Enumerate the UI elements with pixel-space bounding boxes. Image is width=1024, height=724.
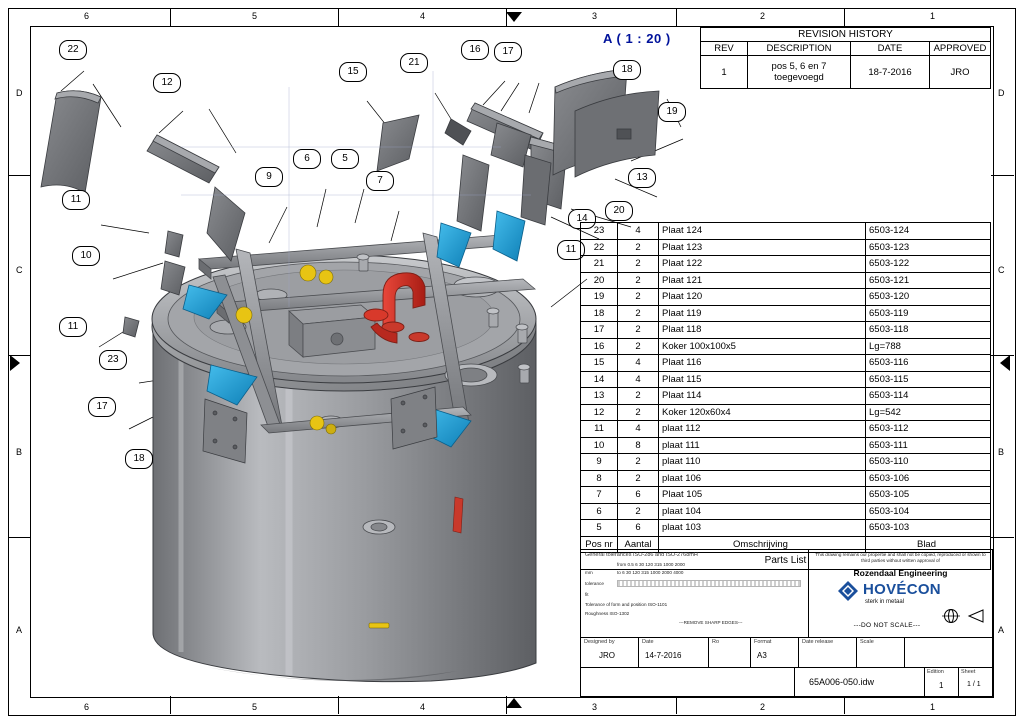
tolerance-unit: mm xyxy=(585,570,593,575)
zone-top-5: 5 xyxy=(252,11,258,21)
format-label: Format xyxy=(754,639,772,645)
part-qty: 2 xyxy=(618,470,659,487)
zone-tick xyxy=(991,537,1014,538)
zone-tick xyxy=(8,175,31,176)
zone-tick xyxy=(844,8,845,27)
engineering-company-name: Rozendaal Engineering xyxy=(853,568,948,578)
part-qty: 4 xyxy=(618,355,659,372)
part-qty: 6 xyxy=(618,520,659,537)
balloon-11-a[interactable]: 11 xyxy=(62,190,90,210)
part-pos: 18 xyxy=(581,305,618,322)
part-blad: 6503-112 xyxy=(866,421,991,438)
part-desc: Koker 100x100x5 xyxy=(659,338,866,355)
part-blad: 6503-105 xyxy=(866,487,991,504)
part-desc: Plaat 105 xyxy=(659,487,866,504)
table-row xyxy=(581,355,991,372)
copyright-note: This drawing remains our propertie and shall not be copied, reproduced or shown to third parties without written approval of xyxy=(815,552,986,564)
table-row xyxy=(581,470,991,487)
part-qty: 2 xyxy=(618,454,659,471)
title-block xyxy=(580,549,993,697)
parts-header-qty: Aantal xyxy=(618,536,659,553)
fit-label: fit xyxy=(585,592,589,597)
part-blad: 6503-124 xyxy=(866,223,991,240)
zone-right-B: B xyxy=(998,447,1005,457)
part-pos: 5 xyxy=(581,520,618,537)
date-release-label: Date release xyxy=(802,639,834,645)
zone-tick xyxy=(991,175,1014,176)
table-row xyxy=(581,322,991,339)
zone-tick xyxy=(170,8,171,27)
balloon-17-b[interactable]: 17 xyxy=(88,397,116,417)
zone-top-4: 4 xyxy=(420,11,426,21)
tolerance-label: tolerance xyxy=(585,581,604,586)
part-qty: 4 xyxy=(618,371,659,388)
revision-title-row xyxy=(701,28,991,42)
sheet-label: Sheet xyxy=(961,669,976,675)
date-cell xyxy=(639,638,709,668)
company-logo xyxy=(837,580,859,604)
revision-header-description: DESCRIPTION xyxy=(748,42,851,56)
zone-tick xyxy=(676,696,677,714)
part-pos: 10 xyxy=(581,437,618,454)
balloon-15[interactable]: 15 xyxy=(339,62,367,82)
part-blad: 6503-103 xyxy=(866,520,991,537)
zone-right-A: A xyxy=(998,625,1005,635)
designed-by-value: JRO xyxy=(599,651,615,660)
part-pos: 14 xyxy=(581,371,618,388)
part-desc: Koker 120x60x4 xyxy=(659,404,866,421)
parts-header-desc: Omschrijving xyxy=(659,536,866,553)
table-row xyxy=(581,421,991,438)
part-blad: 6503-122 xyxy=(866,256,991,273)
balloon-10[interactable]: 10 xyxy=(72,246,100,266)
revision-header-rev: REV xyxy=(701,42,748,56)
part-qty: 4 xyxy=(618,223,659,240)
part-blad: 6503-121 xyxy=(866,272,991,289)
part-desc: Plaat 116 xyxy=(659,355,866,372)
zone-left-B: B xyxy=(16,447,23,457)
revision-approved: JRO xyxy=(930,56,991,89)
part-blad: Lg=788 xyxy=(866,338,991,355)
table-row xyxy=(581,503,991,520)
logo-wordmark: HOVÉCON xyxy=(863,581,941,598)
part-qty: 2 xyxy=(618,239,659,256)
part-desc: Plaat 114 xyxy=(659,388,866,405)
ro-label: Ro xyxy=(712,639,720,645)
table-row xyxy=(581,437,991,454)
revision-row xyxy=(701,56,991,89)
part-pos: 9 xyxy=(581,454,618,471)
balloon-16[interactable]: 16 xyxy=(461,40,489,60)
part-pos: 13 xyxy=(581,388,618,405)
part-blad: Lg=542 xyxy=(866,404,991,421)
part-qty: 2 xyxy=(618,289,659,306)
ro-cell xyxy=(709,638,751,668)
part-qty: 4 xyxy=(618,421,659,438)
balloon-9[interactable]: 9 xyxy=(255,167,283,187)
part-pos: 6 xyxy=(581,503,618,520)
balloon-17[interactable]: 17 xyxy=(494,42,522,62)
parts-list-caption: Parts List xyxy=(581,553,991,570)
table-row xyxy=(581,388,991,405)
zone-tick xyxy=(844,696,845,714)
part-qty: 2 xyxy=(618,338,659,355)
part-desc: Plaat 120 xyxy=(659,289,866,306)
date-value: 14-7-2016 xyxy=(645,651,682,660)
company-panel xyxy=(809,550,992,638)
sheet-cell xyxy=(959,668,992,696)
balloon-19[interactable]: 19 xyxy=(658,102,686,122)
part-blad: 6503-111 xyxy=(866,437,991,454)
filename-cell xyxy=(795,668,925,696)
table-row xyxy=(581,404,991,421)
zone-left-D: D xyxy=(16,88,23,98)
part-desc: plaat 104 xyxy=(659,503,866,520)
zone-tick xyxy=(338,696,339,714)
center-mark-bottom-icon xyxy=(506,698,522,708)
balloon-5[interactable]: 5 xyxy=(331,149,359,169)
part-qty: 2 xyxy=(618,404,659,421)
part-pos: 22 xyxy=(581,239,618,256)
balloon-23[interactable]: 23 xyxy=(99,350,127,370)
part-pos: 12 xyxy=(581,404,618,421)
part-pos: 16 xyxy=(581,338,618,355)
do-not-scale-note: ---DO NOT SCALE--- xyxy=(853,622,921,629)
part-desc: Plaat 122 xyxy=(659,256,866,273)
table-row xyxy=(581,487,991,504)
zone-right-D: D xyxy=(998,88,1005,98)
tolerance-range-row1: from 0.5 6 30 120 315 1000 2000 xyxy=(617,562,685,567)
parts-list-table xyxy=(580,222,991,570)
view-scale-label: A ( 1 : 20 ) xyxy=(603,31,671,46)
part-qty: 2 xyxy=(618,256,659,273)
balloon-21[interactable]: 21 xyxy=(400,53,428,73)
zone-top-1: 1 xyxy=(930,11,936,21)
zone-top-2: 2 xyxy=(760,11,766,21)
balloon-14[interactable]: 14 xyxy=(568,209,596,229)
revision-header-approved: APPROVED xyxy=(930,42,991,56)
balloon-22[interactable]: 22 xyxy=(59,40,87,60)
format-cell xyxy=(751,638,799,668)
edition-value: 1 xyxy=(939,681,944,690)
zone-tick xyxy=(170,696,171,714)
designed-by-cell xyxy=(581,638,639,668)
zone-bottom-5: 5 xyxy=(252,702,258,712)
balloon-11-c[interactable]: 11 xyxy=(557,240,585,260)
part-blad: 6503-114 xyxy=(866,388,991,405)
table-row xyxy=(581,256,991,273)
zone-tick xyxy=(338,8,339,27)
zone-right-C: C xyxy=(998,265,1005,275)
table-row xyxy=(581,371,991,388)
revision-header-row xyxy=(701,42,991,56)
part-pos: 19 xyxy=(581,289,618,306)
remove-sharp-edges-note: ---REMOVE SHARP EDGES--- xyxy=(679,620,743,625)
date-label: Date xyxy=(642,639,654,645)
zone-tick xyxy=(676,8,677,27)
part-blad: 6503-116 xyxy=(866,355,991,372)
tolerance-title: General tolerances ISO-286 and ISO-2768mH xyxy=(585,552,698,558)
table-row xyxy=(581,239,991,256)
balloon-7[interactable]: 7 xyxy=(366,171,394,191)
balloon-11-b[interactable]: 11 xyxy=(59,317,87,337)
scale-cell xyxy=(857,638,905,668)
zone-bottom-1: 1 xyxy=(930,702,936,712)
part-desc: plaat 112 xyxy=(659,421,866,438)
balloon-18[interactable]: 18 xyxy=(613,60,641,80)
zone-left-A: A xyxy=(16,625,23,635)
balloon-20[interactable]: 20 xyxy=(605,201,633,221)
part-blad: 6503-118 xyxy=(866,322,991,339)
tolerance-range-row2: to 6 30 120 315 1000 2000 4000 xyxy=(617,570,684,575)
part-blad: 6503-120 xyxy=(866,289,991,306)
part-qty: 2 xyxy=(618,272,659,289)
table-row xyxy=(581,520,991,537)
edition-label: Edition xyxy=(927,669,944,675)
table-row xyxy=(581,272,991,289)
part-qty: 6 xyxy=(618,487,659,504)
part-blad: 6503-110 xyxy=(866,454,991,471)
zone-top-6: 6 xyxy=(84,11,90,21)
part-pos: 21 xyxy=(581,256,618,273)
zone-bottom-2: 2 xyxy=(760,702,766,712)
part-desc: Plaat 119 xyxy=(659,305,866,322)
filename-left-pad xyxy=(581,668,795,696)
part-blad: 6503-123 xyxy=(866,239,991,256)
blank-cell xyxy=(905,638,992,668)
part-desc: plaat 106 xyxy=(659,470,866,487)
center-mark-left-icon xyxy=(10,355,20,371)
sheet-value: 1 / 1 xyxy=(967,681,981,688)
table-row xyxy=(581,454,991,471)
zone-bottom-4: 4 xyxy=(420,702,426,712)
parts-header-blad: Blad xyxy=(866,536,991,553)
part-desc: Plaat 121 xyxy=(659,272,866,289)
zone-tick xyxy=(8,537,31,538)
date-release-cell xyxy=(799,638,857,668)
table-row xyxy=(581,338,991,355)
part-desc: plaat 111 xyxy=(659,437,866,454)
part-blad: 6503-115 xyxy=(866,371,991,388)
revision-header-date: DATE xyxy=(851,42,930,56)
revision-history-table xyxy=(700,27,991,89)
zone-left-C: C xyxy=(16,265,23,275)
balloon-18-b[interactable]: 18 xyxy=(125,449,153,469)
center-mark-top-icon xyxy=(506,12,522,22)
center-mark-right-icon xyxy=(1000,355,1010,371)
part-qty: 2 xyxy=(618,503,659,520)
part-qty: 2 xyxy=(618,305,659,322)
designed-by-label: Designed by xyxy=(584,639,615,645)
revision-rev: 1 xyxy=(701,56,748,89)
table-row xyxy=(581,223,991,240)
format-value: A3 xyxy=(757,651,767,660)
zone-top-3: 3 xyxy=(592,11,598,21)
edition-cell xyxy=(925,668,959,696)
part-pos: 15 xyxy=(581,355,618,372)
table-row xyxy=(581,289,991,306)
tolerance-grid xyxy=(617,580,801,587)
zone-bottom-6: 6 xyxy=(84,702,90,712)
part-pos: 20 xyxy=(581,272,618,289)
tolerance-panel xyxy=(581,550,809,638)
revision-description: pos 5, 6 en 7 toegevoegd xyxy=(748,56,851,89)
revision-date: 18-7-2016 xyxy=(851,56,930,89)
part-desc: Plaat 124 xyxy=(659,223,866,240)
revision-title: REVISION HISTORY xyxy=(701,28,991,42)
table-row xyxy=(581,305,991,322)
part-qty: 2 xyxy=(618,322,659,339)
part-desc: plaat 110 xyxy=(659,454,866,471)
roughness-note: Roughness ISO-1302 xyxy=(585,611,630,616)
part-desc: Plaat 118 xyxy=(659,322,866,339)
part-blad: 6503-104 xyxy=(866,503,991,520)
form-position-note: Tolerance of form and position ISO-1101 xyxy=(585,602,668,607)
balloon-12[interactable]: 12 xyxy=(153,73,181,93)
part-qty: 8 xyxy=(618,437,659,454)
zone-bottom-3: 3 xyxy=(592,702,598,712)
part-pos: 17 xyxy=(581,322,618,339)
part-blad: 6503-119 xyxy=(866,305,991,322)
hovecon-mark-icon xyxy=(837,580,859,602)
part-qty: 2 xyxy=(618,388,659,405)
parts-header-pos: Pos nr xyxy=(581,536,618,553)
part-pos: 7 xyxy=(581,487,618,504)
logo-tagline: sterk in metaal xyxy=(865,599,905,605)
part-pos: 8 xyxy=(581,470,618,487)
filename-value: 65A006-050.idw xyxy=(809,677,875,687)
part-pos: 23 xyxy=(581,223,618,240)
balloon-6[interactable]: 6 xyxy=(293,149,321,169)
part-blad: 6503-106 xyxy=(866,470,991,487)
scale-label: Scale xyxy=(860,639,874,645)
part-desc: plaat 103 xyxy=(659,520,866,537)
balloon-13[interactable]: 13 xyxy=(628,168,656,188)
part-desc: Plaat 123 xyxy=(659,239,866,256)
part-desc: Plaat 115 xyxy=(659,371,866,388)
part-pos: 11 xyxy=(581,421,618,438)
